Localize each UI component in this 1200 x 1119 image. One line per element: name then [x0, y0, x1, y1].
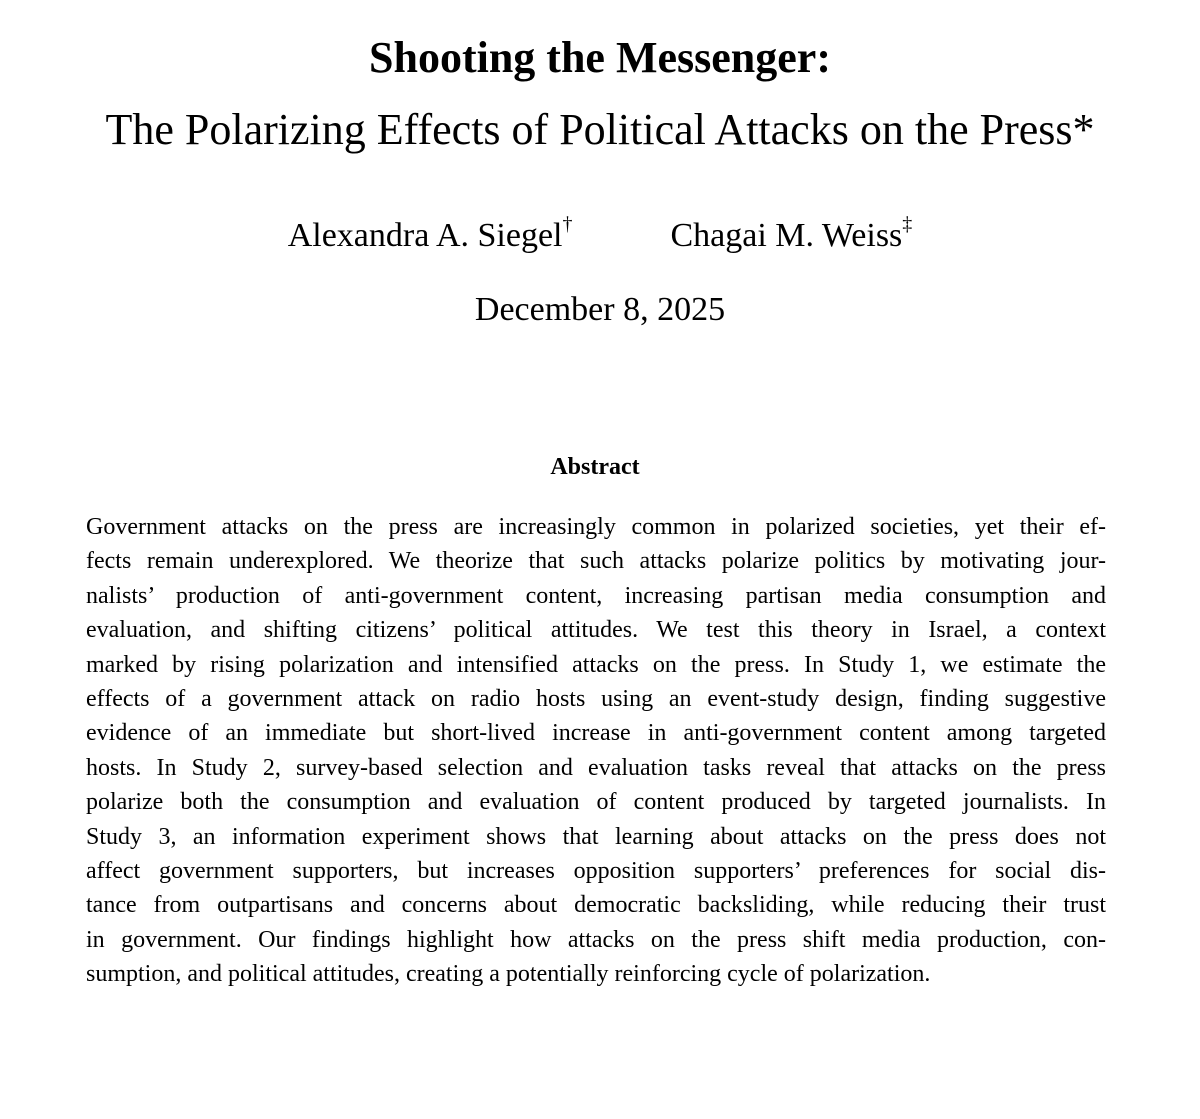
abstract-line: hosts. In Study 2, survey-based selection and evaluation tasks reveal that attacks on the press: [86, 754, 1106, 781]
author-siegel: [288, 214, 573, 258]
abstract-line: tance from outpartisans and concerns about democratic backsliding, while reducing their trust: [86, 892, 1106, 919]
abstract-line: marked by rising polarization and intensified attacks on the press. In Study 1, we estimate the: [86, 651, 1106, 678]
author-name: Chagai M. Weiss: [670, 217, 903, 254]
paper-subtitle: The Polarizing Effects of Political Attacks on the Press*: [105, 105, 1095, 154]
author-footnote-mark: ‡: [902, 212, 913, 235]
author-weiss: [670, 214, 912, 258]
abstract-line: nalists’ production of anti-government content, increasing partisan media consumption and: [86, 582, 1106, 609]
author-list: [0, 214, 1200, 258]
abstract-line: sumption, and political attitudes, creating a potentially reinforcing cycle of polarization.: [86, 961, 931, 988]
abstract-line: Government attacks on the press are increasingly common in polarized societies, yet their ef-: [86, 514, 1106, 540]
abstract-line: affect government supporters, but increases opposition supporters’ preferences for social dis-: [86, 857, 1106, 884]
abstract-line: Study 3, an information experiment shows that learning about attacks on the press does not: [86, 823, 1106, 850]
abstract-line: polarize both the consumption and evaluation of content produced by targeted journalists. In: [86, 789, 1106, 816]
abstract-line: effects of a government attack on radio hosts using an event-study design, finding suggestive: [86, 685, 1106, 712]
abstract-heading: Abstract: [550, 454, 640, 480]
abstract-line: fects remain underexplored. We theorize that such attacks polarize politics by motivating jour-: [86, 548, 1106, 575]
abstract-line: evaluation, and shifting citizens’ political attitudes. We test this theory in Israel, a context: [86, 617, 1106, 644]
author-footnote-mark: †: [562, 212, 573, 235]
abstract-line: in government. Our findings highlight how attacks on the press shift media production, con-: [86, 926, 1106, 953]
paper-title: Shooting the Messenger:: [369, 33, 831, 82]
author-name: Alexandra A. Siegel: [287, 217, 563, 254]
paper-date: December 8, 2025: [474, 291, 726, 328]
abstract-line: evidence of an immediate but short-lived increase in anti-government content among targeted: [86, 720, 1106, 747]
abstract-text: [86, 510, 1106, 991]
